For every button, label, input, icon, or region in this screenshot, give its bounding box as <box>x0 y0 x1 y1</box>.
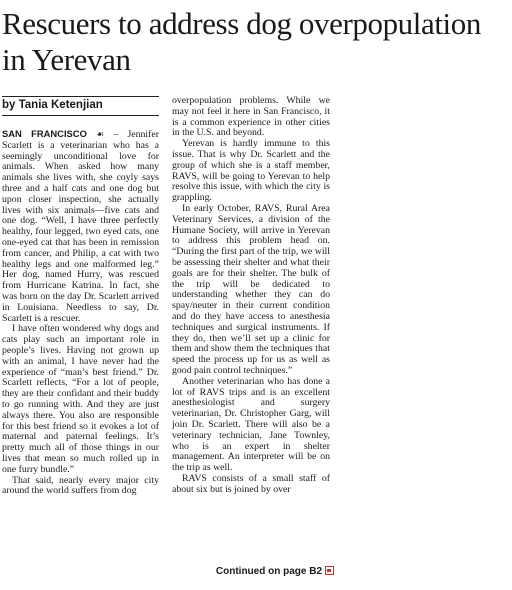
paragraph: That said, nearly every major city around the world suffers from dog <box>2 474 159 497</box>
paragraph: I have often wondered why dogs and cats play such an important role in people’s lives. Having not grown up with an animal, I have never had the experience of “man’s best friend.” Dr. Scarlett reflects, “For a lot of people, they are their confidant and their buddy to go running with. And they are just always there. You also are responsible for this best friend so it evokes a lot of maternal and paternal feelings. It’s pretty much all of those things in our lives that mean so much rolled up in one furry bundle.” <box>2 323 159 475</box>
paragraph: Yerevan is hardly immune to this issue. That is why Dr. Scarlett and the group of which she is a staff member, RAVS, will be going to Yerevan to help resolve this issue, with which the city is grappling. <box>172 138 330 204</box>
dateline: SAN FRANCISCO <box>2 128 87 139</box>
paragraph: RAVS consists of a small staff of about six but is joined by over <box>172 472 330 495</box>
headline: Rescuers to address dog overpopulation in Yerevan <box>2 6 481 77</box>
dateline-ornament-icon: ☙ <box>96 129 105 139</box>
paragraph-text: – Jennifer Scarlett is a veterinarian who has a seemingly unconditional love for animals. When asked how many animals she lives with, she coyly says three and a half cats and one dog but upon closer inspection, she actually lives with six animals—five cats and one dog. “Well, I have three perfectly healthy, four legged, two eyed cats, one one-eyed cat that has been in remission from cancer, and Philip, a cat with two healthy legs and one malformed leg.” Her dog, named Hurry, was rescued from Hurricane Katrina. In fact, she was born on the day Dr. Scarlett arrived in Louisiana. Needless to say, Dr. Scarlett is a rescuer. <box>2 129 160 324</box>
article-column-1 <box>2 129 159 497</box>
article-column-2 <box>172 96 330 495</box>
byline: by Tania Ketenjian <box>2 96 159 116</box>
paragraph: overpopulation problems. While we may not feel it here in San Francisco, it is a common experience in other cities in the U.S. and beyond. <box>172 95 330 139</box>
continued-label[interactable]: Continued on page B2 <box>215 566 322 577</box>
paragraph: Another veterinarian who has done a lot of RAVS trips and is an excellent anesthesiologist and surgery veterinarian, Dr. Christopher Garg, will join Dr. Scarlett. There will also be a veterinary technician, Jane Townley, who is an expert in shelter management. An interpreter will be on the trip as well. <box>172 375 330 474</box>
paragraph: In early October, RAVS, Rural Area Veterinary Services, a division of the Humane Society, will arrive in Yerevan to address this problem head on. “During the first part of the trip, we will be assessing their shelter and what their goals are for their shelter. The bulk of the trip will be dedicated to understanding whether they can do spay/neuter in their current condition and do they have access to anesthesia techniques and surgical instruments. If they do, then we’ll set up a clinic for them and show them the techniques that speed the process up for us as well as good pain control techniques.” <box>172 202 330 376</box>
end-mark-icon <box>325 566 334 575</box>
paragraph <box>2 129 159 324</box>
continued-link[interactable] <box>210 566 334 577</box>
